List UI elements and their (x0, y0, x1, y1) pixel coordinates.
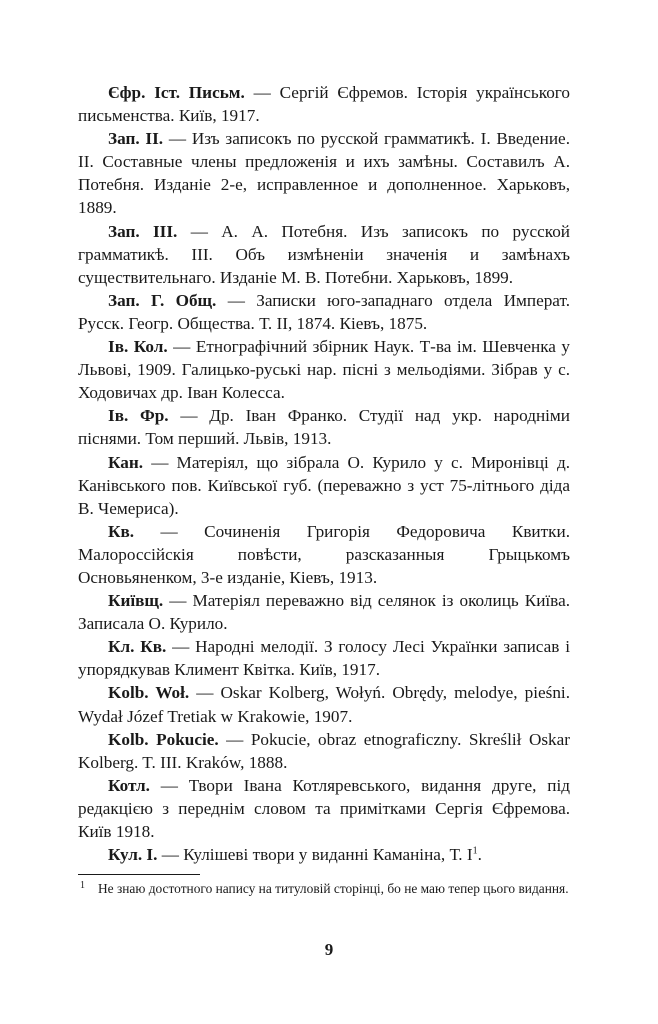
bibliography-entry (78, 220, 570, 289)
bibliography-entry (78, 728, 570, 774)
entry-abbreviation: Зап. II. (108, 129, 164, 149)
bibliography-entry (78, 681, 570, 727)
entry-abbreviation: Кул. І. (108, 845, 158, 865)
entry-text: — А. А. Потебня. Изъ записокъ по русской грамматикѣ. III. Объ измѣненіи значенія и замѣнахъ существительнаго. Изданіе М. В. Потебни. Харьковъ, 1899. (78, 221, 570, 287)
entry-text: — Др. Іван Франко. Студії над укр. народніми піснями. Том перший. Львів, 1913. (78, 406, 570, 449)
footnote-mark: 1 (80, 880, 85, 891)
bibliography-entry (78, 635, 570, 681)
entry-text: — Матеріял, що зібрала О. Курило у с. Миронівці д. Канівського пов. Київської губ. (переважно з уст 75-літнього діда В. Чемериса). (78, 452, 570, 518)
entry-abbreviation: Київщ. (108, 591, 164, 611)
bibliography-entry (78, 774, 570, 843)
entry-abbreviation: Кл. Кв. (108, 637, 167, 657)
entry-text: — Oskar Kolberg, Wołyń. Obrędy, melodye, pieśni. Wydał Józef Tretiak w Krakowie, 1907. (78, 683, 570, 726)
entry-abbreviation: Кв. (108, 521, 135, 541)
footnote-reference: 1 (472, 845, 478, 857)
entry-text: — Етнографічний збірник Наук. Т-ва ім. Шевченка у Львові, 1909. Галицько-руські нар. пісні з мельодіями. Зібрав у с. Ходовичах др. Іван Колесса. (78, 337, 570, 403)
bibliography-list (78, 81, 570, 866)
bibliography-entry (78, 127, 570, 219)
bibliography-entry (78, 589, 570, 635)
entry-text: — Матеріял переважно від селянок із околиць Київа. Записала О. Курило. (78, 591, 570, 634)
entry-text: — Записки юго-западнаго отдела Императ. Русск. Геогр. Общества. Т. II, 1874. Кіевъ, 1875. (78, 290, 570, 333)
entry-text: — Сергій Єфремов. Історія українського письменства. Київ, 1917. (78, 83, 571, 126)
entry-text: — Кулішеві твори у виданні Каманіна, Т. І (157, 845, 473, 865)
entry-text: — Изъ записокъ по русской грамматикѣ. I. Введение. II. Составные члены предложенія и ихъ замѣны. Составилъ А. Потебня. Изданіе 2-е, исправленное и дополненное. Харьковъ, 1889. (78, 129, 570, 218)
footnote (78, 879, 570, 898)
footnote-text: Не знаю достотного напису на титуловій сторінці, бо не маю тепер цього видання. (98, 881, 569, 896)
entry-abbreviation: Зап. III. (108, 221, 178, 241)
page-number: 9 (324, 940, 334, 959)
entry-abbreviation: Котл. (108, 775, 150, 795)
entry-abbreviation: Ів. Фр. (108, 406, 169, 426)
entry-abbreviation: Kolb. Pokucie. (108, 729, 219, 749)
entry-text: — Твори Івана Котляревського, видання друге, під редакцією з переднім словом та примітками Сергія Єфремова. Київ 1918. (78, 775, 570, 841)
entry-abbreviation: Зап. Г. Общ. (108, 290, 217, 310)
entry-text: — Pokucie, obraz etnograficzny. Skreślił Oskar Kolberg. T. III. Kraków, 1888. (78, 729, 570, 772)
entry-abbreviation: Kolb. Woł. (108, 683, 190, 703)
footnote-divider (78, 874, 200, 875)
bibliography-entry (78, 81, 570, 127)
entry-abbreviation: Єфр. Іст. Письм. (108, 83, 245, 102)
entry-abbreviation: Кан. (108, 452, 144, 472)
bibliography-entry (78, 843, 570, 866)
entry-text: — Народні мелодії. З голосу Лесі Українки записав і упорядкував Климент Квітка. Київ, 1917. (78, 637, 570, 680)
bibliography-entry (78, 335, 570, 404)
entry-text-tail: . (477, 845, 482, 865)
bibliography-entry (78, 289, 570, 335)
entry-abbreviation: Ів. Кол. (108, 337, 168, 357)
bibliography-entry (78, 520, 570, 589)
bibliography-entry (78, 404, 570, 450)
bibliography-entry (78, 451, 570, 520)
entry-text: — Сочиненія Григорія Федоровича Квитки. Малороссійскія повѣсти, разсказанныя Грыцькомъ Основьяненком, 3-е изданіе, Кіевъ, 1913. (78, 521, 570, 587)
